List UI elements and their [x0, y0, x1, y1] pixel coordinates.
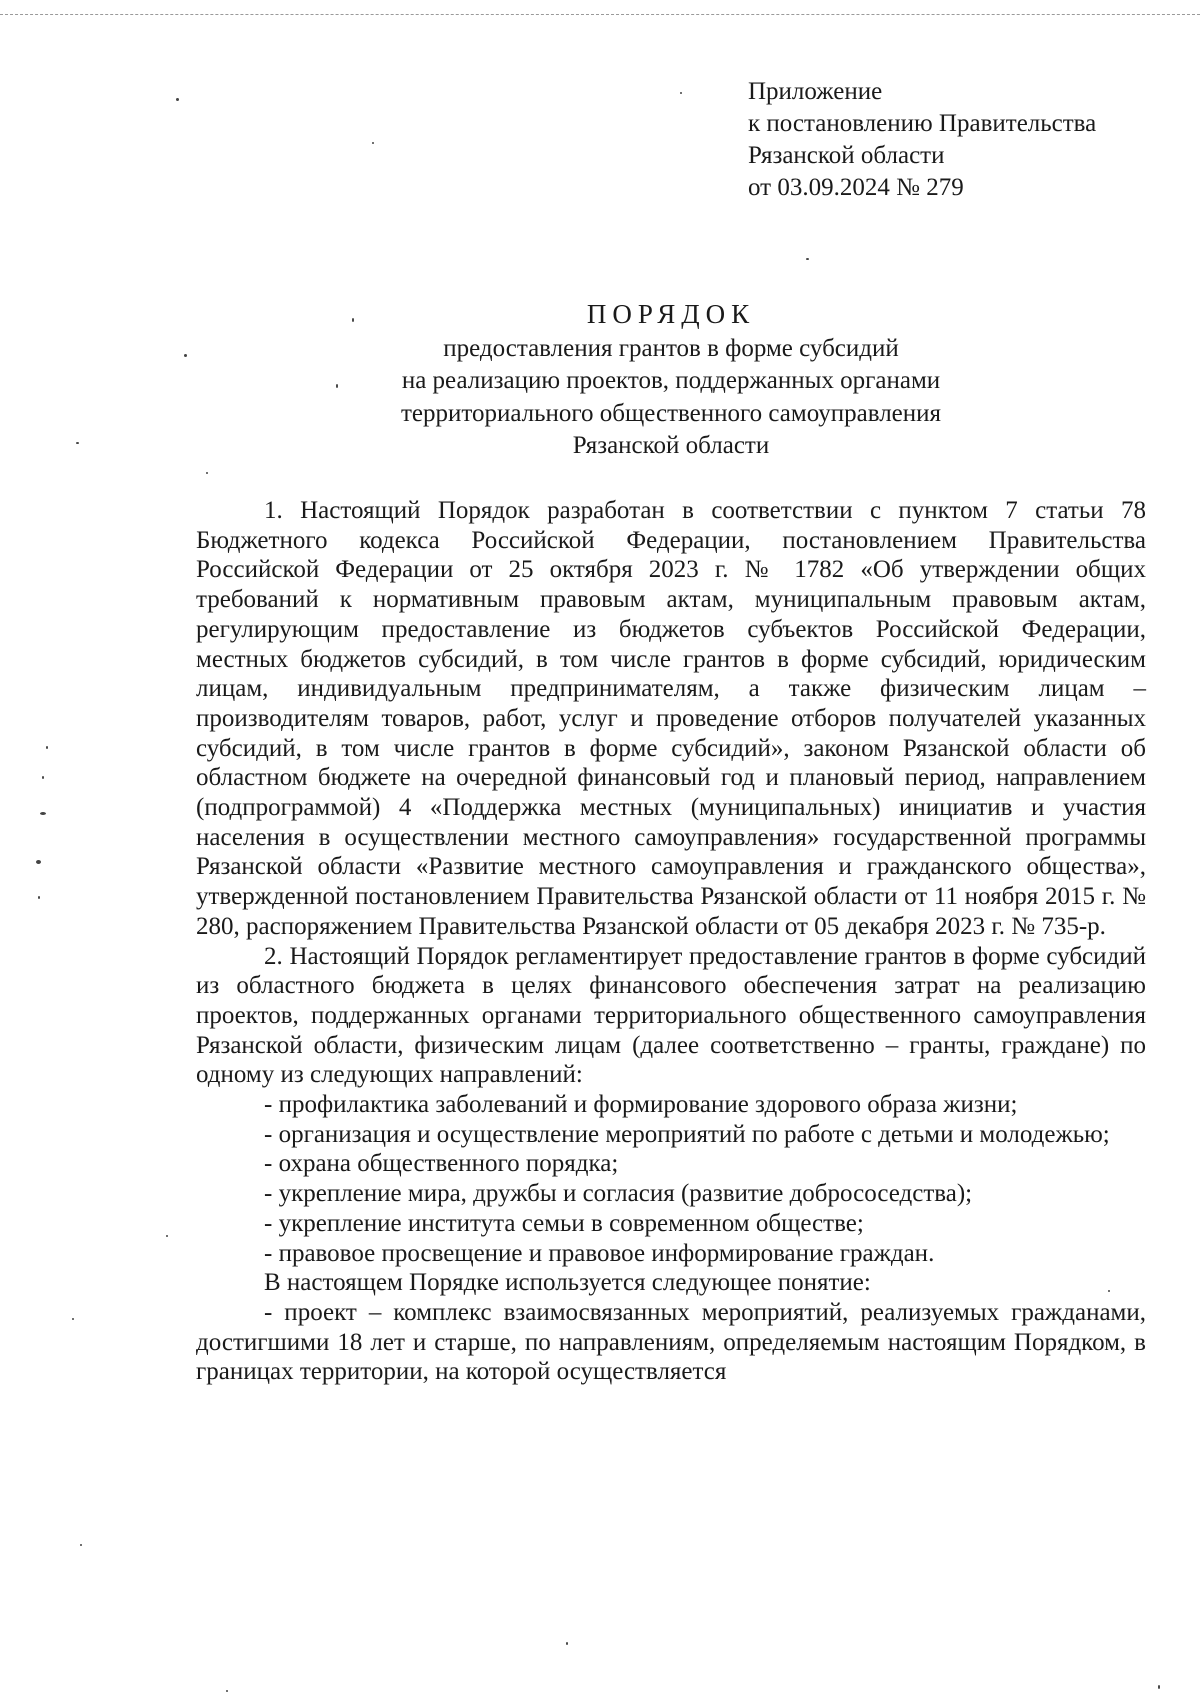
list-item: - укрепление института семьи в современном обществе;: [264, 1209, 864, 1237]
scan-speck: [806, 258, 809, 260]
document-title: [196, 298, 1146, 463]
appendix-line-2: к постановлению Правительства: [748, 110, 1097, 137]
list-item: - профилактика заболеваний и формирование здорового образа жизни;: [264, 1091, 1018, 1119]
appendix-line-3: Рязанской области: [748, 142, 945, 169]
title-main: ПОРЯДОК: [586, 299, 756, 329]
paragraph-3: В настоящем Порядке используется следующее понятие:: [264, 1269, 871, 1297]
list-item: - организация и осуществление мероприятий по работе с детьми и молодежью;: [264, 1120, 1110, 1148]
scan-speck: [372, 142, 374, 144]
scan-speck: [680, 92, 682, 94]
paragraph-4: - проект – комплекс взаимосвязанных мероприятий, реализуемых гражданами, достигшими 18 лет и старше, по направлениям, определяемым настоящим Порядком, в границах территории, на которой осуществляется: [196, 1298, 1146, 1386]
appendix-line-4: от 03.09.2024 № 279: [748, 174, 964, 201]
scan-speck: [566, 1642, 568, 1645]
scan-speck: [46, 746, 48, 749]
scan-edge: [0, 14, 1200, 15]
scan-speck: [72, 1318, 74, 1320]
list-item: - правовое просвещение и правовое информирование граждан.: [264, 1239, 935, 1267]
scan-speck: [226, 1690, 228, 1692]
scan-speck: [42, 776, 44, 779]
title-line-3: территориального общественного самоуправления: [400, 399, 942, 427]
scan-speck: [176, 98, 179, 101]
title-line-2: на реализацию проектов, поддержанных органами: [401, 367, 941, 394]
scan-speck: [184, 354, 187, 357]
list-item: - охрана общественного порядка;: [264, 1150, 619, 1178]
title-line-4: Рязанской области: [572, 432, 770, 459]
scan-speck: [166, 1235, 168, 1237]
appendix-block: [748, 76, 1096, 204]
scan-speck: [36, 860, 41, 864]
paragraph-1: 1. Настоящий Порядок разработан в соответствии с пунктом 7 статьи 78 Бюджетного кодекса Российской Федерации, постановлением Правительства Российской Федерации от 25 октября 2023 г. № 1782 «Об утверждении общих требований к нормативным правовым актам, муниципальным правовым актам, регулирующим предоставление из бюджетов субъектов Российской Федерации, местных бюджетов субсидий, в том числе грантов в форме субсидий, юридическим лицам, индивидуальным предпринимателям, а также физическим лицам – производителям товаров, работ, услуг и проведение отборов получателей указанных субсидий, в том числе грантов в форме субсидий», законом Рязанской области об областном бюджете на очередной финансовый год и плановый период, направлением (подпрограммой) 4 «Поддержка местных (муниципальных) инициатив и участия населения в осуществлении местного самоуправления» государственной программы Рязанской области «Развитие местного самоуправления и гражданского общества», утвержденной постановлением Правительства Рязанской области от 11 ноября 2015 г. № 280, распоряжением Правительства Рязанской области от 05 декабря 2023 г. № 735-р.: [196, 497, 1146, 940]
title-line-1: предоставления грантов в форме субсидий: [443, 334, 899, 362]
scan-speck: [206, 472, 208, 474]
scan-speck: [40, 812, 46, 815]
document-body: [196, 496, 1146, 1387]
scan-speck: [1158, 1685, 1160, 1689]
scan-speck: [38, 896, 40, 899]
scan-speck: [80, 1544, 82, 1546]
list-item: - укрепление мира, дружбы и согласия (развитие добрососедства);: [264, 1180, 973, 1208]
paragraph-2: 2. Настоящий Порядок регламентирует предоставление грантов в форме субсидий из областного бюджета в целях финансового обеспечения затрат на реализацию проектов, поддержанных органами территориального общественного самоуправления Рязанской области, физическим лицам (далее соответственно – гранты, граждане) по одному из следующих направлений:: [196, 942, 1146, 1089]
scan-speck: [76, 442, 79, 444]
appendix-line-1: Приложение: [748, 78, 883, 105]
